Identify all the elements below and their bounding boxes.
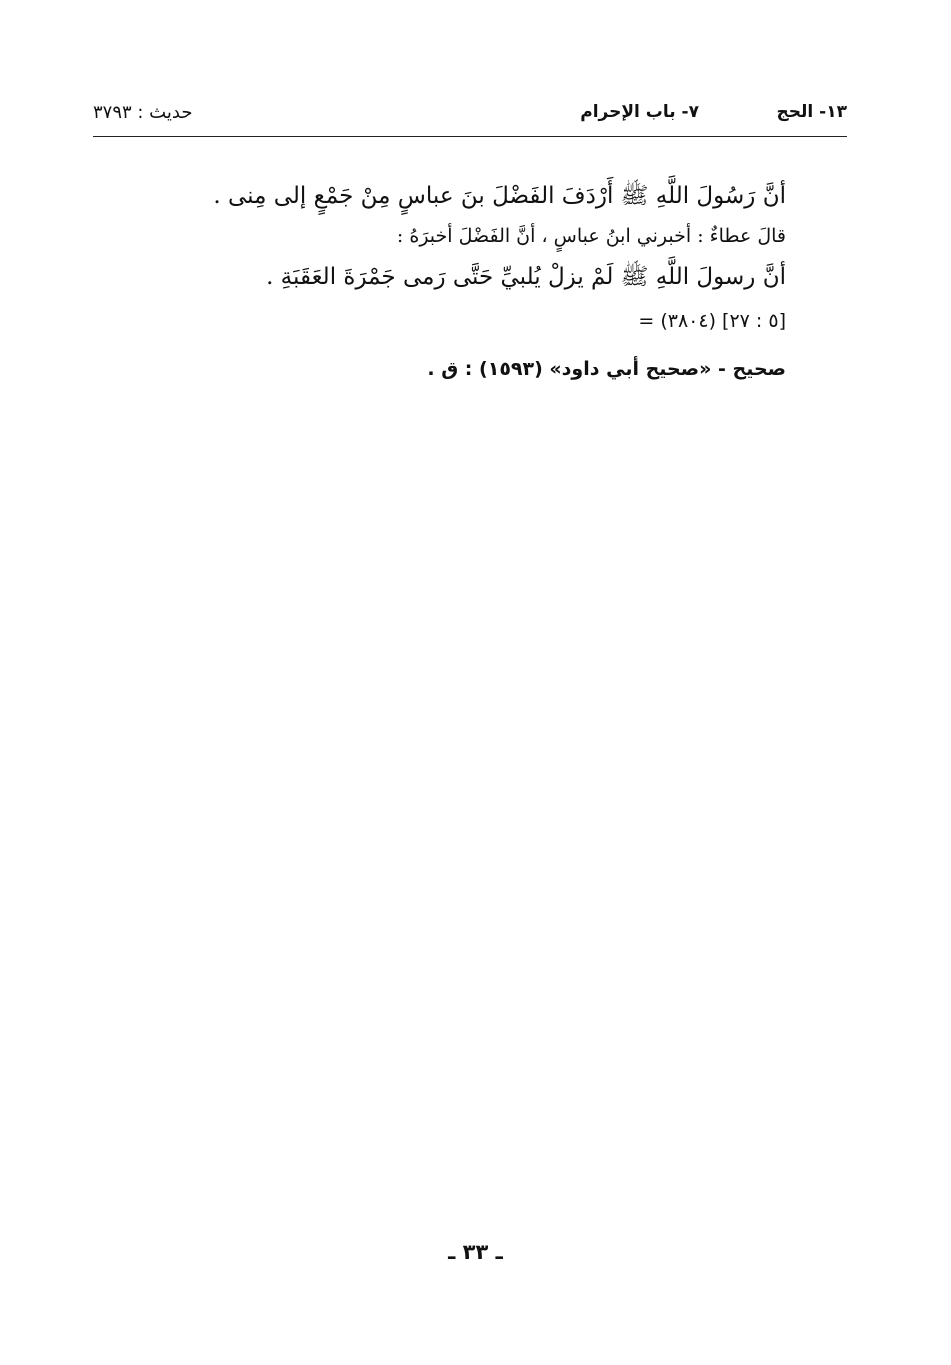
page-number: ـ ٣٣ ـ	[448, 1240, 503, 1264]
cross-reference: = (٣٨٠٤) [٥ : ٢٧]	[638, 309, 786, 332]
book-title: ١٣- الحج	[776, 102, 847, 122]
hadith-text-line-1: أنَّ رَسُولَ اللَّهِ ﷺ أَرْدَفَ الفَضْلَ بنَ عباسٍ مِنْ جَمْعٍ إلى مِنى .	[213, 183, 786, 209]
chapter-title: ٧- باب الإحرام	[580, 102, 699, 122]
hadith-number: حديث : ٣٧٩٣	[93, 102, 193, 123]
hadith-text-line-2: أنَّ رسولَ اللَّهِ ﷺ لَمْ يزلْ يُلبيِّ حَتَّى رَمى جَمْرَةَ العَقَبَةِ .	[266, 264, 786, 291]
narration-chain: قالَ عطاءٌ : أخبرني ابنُ عباسٍ ، أنَّ الفَضْلَ أخبرَهُ :	[396, 224, 786, 247]
page-header	[93, 96, 847, 137]
hadith-body	[166, 178, 786, 385]
hadith-grading: صحيح - «صحيح أبي داود» (١٥٩٣) : ق .	[427, 358, 786, 381]
